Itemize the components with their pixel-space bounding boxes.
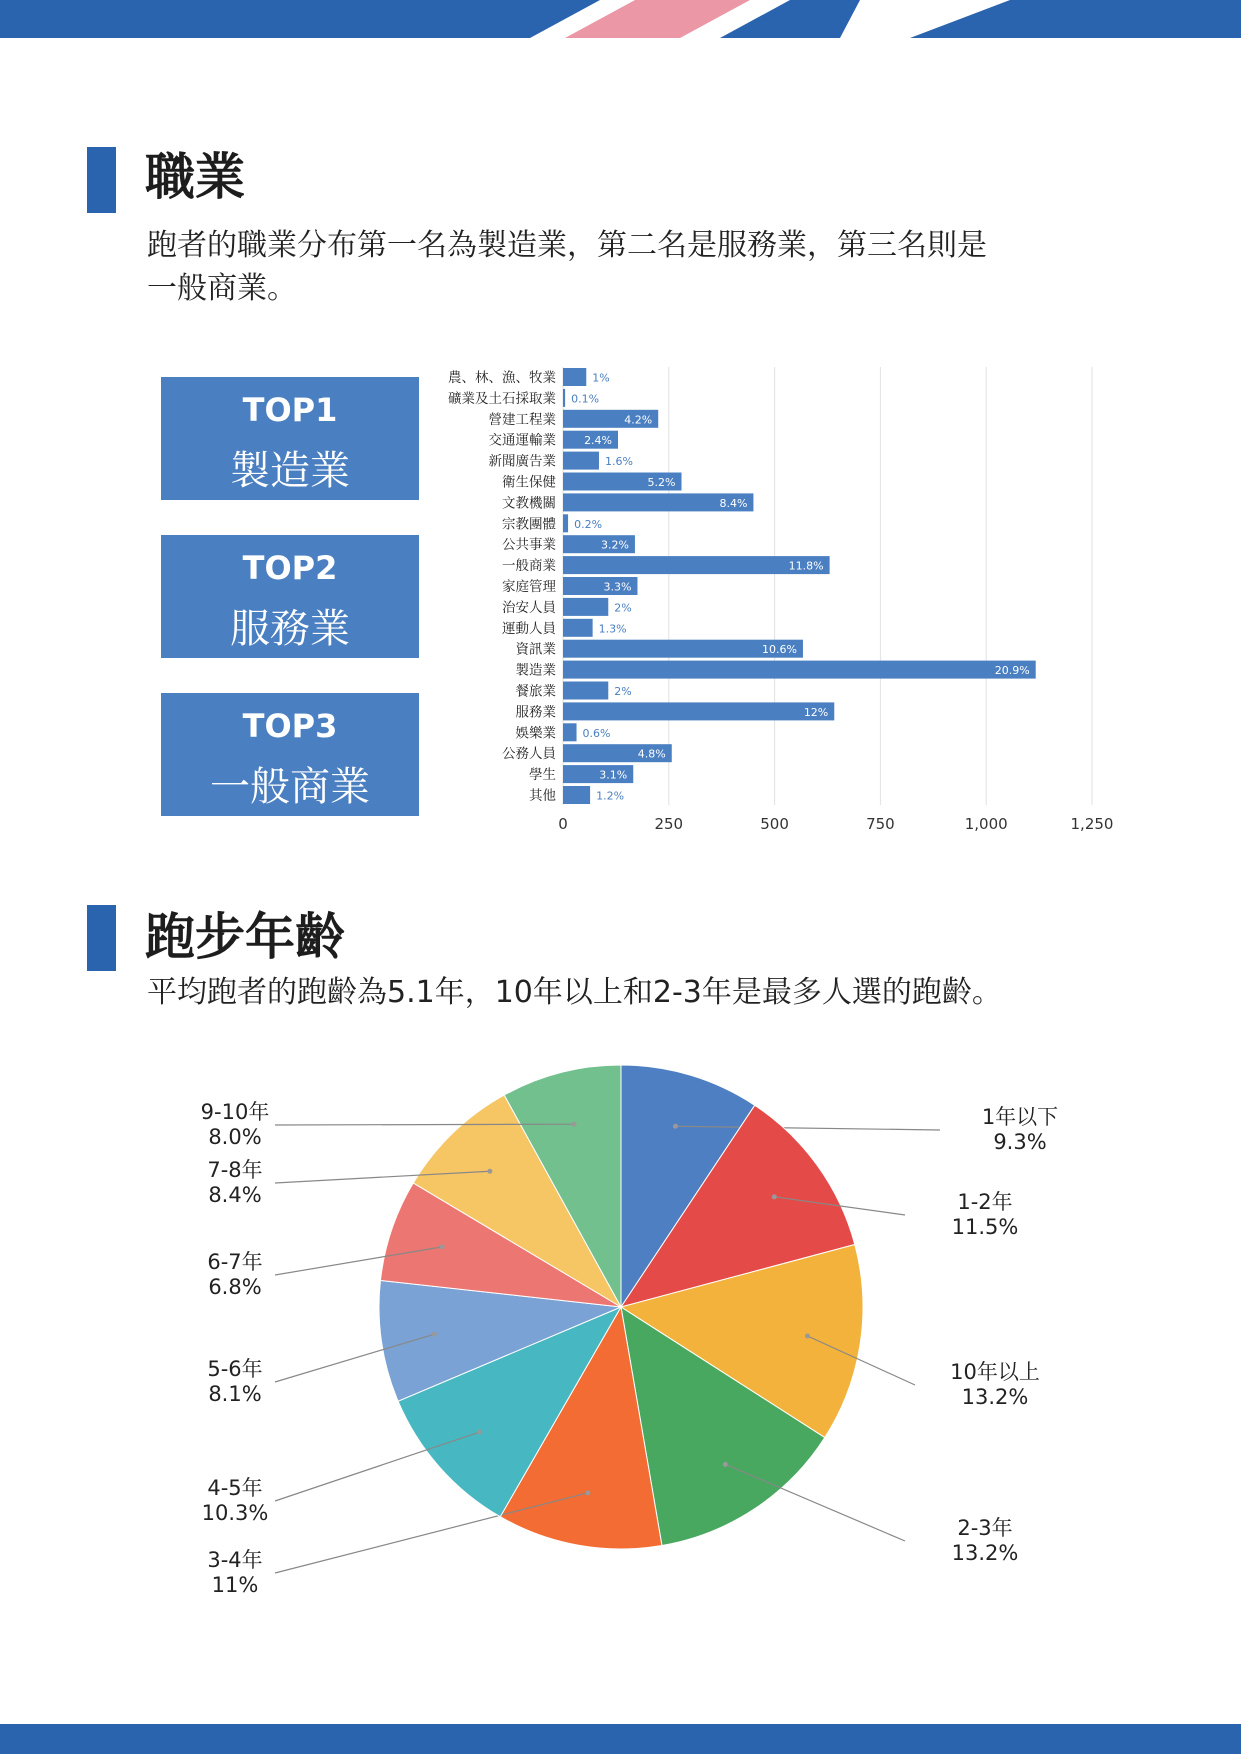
bar: [563, 702, 834, 720]
pie-label: 7-8年: [207, 1158, 263, 1182]
bar-data-label: 2.4%: [584, 434, 613, 448]
category-label: 公務人員: [502, 746, 556, 763]
top1-rank: TOP1: [242, 391, 338, 429]
pie-value-label: 9.3%: [993, 1130, 1047, 1154]
category-label: 營建工程業: [488, 411, 556, 428]
bar-data-label: 11.8%: [788, 559, 824, 573]
bar-data-label: 4.2%: [624, 413, 653, 427]
bar: [563, 389, 565, 407]
category-label: 交通運輸業: [488, 432, 556, 449]
bar-data-label: 1.2%: [596, 789, 625, 803]
running-age-title: 跑步年齡: [145, 908, 345, 966]
pie-value-label: 8.1%: [208, 1382, 262, 1406]
category-label: 服務業: [515, 704, 556, 721]
bar-data-label: 0.1%: [571, 392, 600, 406]
bar-data-label: 1.6%: [604, 455, 633, 469]
running-age-pie-chart: [0, 1040, 1241, 1600]
bar: [563, 452, 599, 470]
pie-leader-dot: [585, 1490, 590, 1495]
bar: [563, 723, 577, 741]
bar-data-label: 5.2%: [647, 476, 676, 489]
pie-value-label: 13.2%: [951, 1541, 1019, 1565]
category-label: 其他: [529, 788, 556, 804]
category-label: 礦業及土石採取業: [448, 390, 556, 407]
occupation-title: 職業: [145, 148, 245, 206]
pie-leader-dot: [440, 1244, 445, 1249]
pie-label: 6-7年: [207, 1250, 263, 1274]
category-label: 家庭管理: [502, 579, 556, 595]
running-age-section-marker: [87, 905, 116, 971]
pie-leader-dot: [805, 1334, 810, 1339]
category-label: 學生: [529, 767, 556, 784]
top1-name: 製造業: [230, 448, 350, 494]
occupation-description-line2: 一般商業。: [147, 271, 297, 306]
bar: [563, 682, 608, 700]
occupation-description-line1: 跑者的職業分布第一名為製造業，第二名是服務業，第三名則是: [147, 228, 987, 263]
top3-name: 一般商業: [210, 764, 370, 810]
bar-data-label: 3.3%: [603, 580, 632, 594]
pie-label: 3-4年: [207, 1548, 263, 1572]
pie-label: 1年以下: [981, 1105, 1059, 1129]
pie-leader-dot: [571, 1122, 576, 1127]
running-age-description: 平均跑者的跑齡為5.1年，10年以上和2-3年是最多人選的跑齡。: [147, 975, 1002, 1010]
top2-name: 服務業: [230, 606, 350, 652]
pie-value-label: 11.5%: [951, 1215, 1019, 1239]
category-label: 餐旅業: [515, 683, 556, 700]
category-label: 新聞廣告業: [488, 453, 556, 470]
pie-label: 10年以上: [950, 1360, 1040, 1384]
pie-leader-dot: [673, 1124, 678, 1129]
pie-value-label: 11%: [211, 1573, 259, 1597]
bar-data-label: 10.6%: [762, 643, 797, 657]
x-tick-label: 0: [558, 815, 568, 833]
pie-label: 9-10年: [200, 1100, 270, 1124]
bar-data-label: 8.4%: [719, 496, 748, 510]
pie-label: 1-2年: [957, 1190, 1013, 1214]
pie-value-label: 10.3%: [201, 1501, 269, 1525]
pie-leader-dot: [432, 1332, 437, 1337]
x-tick-label: 250: [654, 815, 684, 833]
pie-leader-dot: [477, 1430, 482, 1435]
category-label: 宗教團體: [502, 516, 556, 533]
category-label: 治安人員: [502, 599, 556, 616]
pie-label: 5-6年: [207, 1357, 263, 1381]
pie-leader-dot: [723, 1462, 728, 1467]
category-label: 運動人員: [502, 620, 556, 637]
category-label: 公共事業: [502, 537, 556, 554]
top2-rank: TOP2: [242, 549, 338, 587]
pie-value-label: 8.0%: [208, 1125, 262, 1149]
pie-value-label: 8.4%: [208, 1183, 262, 1207]
bar-data-label: 3.1%: [599, 768, 628, 782]
category-label: 娛樂業: [515, 725, 556, 742]
bar-data-label: 4.8%: [637, 747, 666, 761]
bar-data-label: 12%: [803, 705, 829, 719]
bar: [563, 598, 608, 616]
bar: [563, 661, 1036, 679]
pie-leader-dot: [487, 1169, 492, 1174]
pie-leader-dot: [772, 1194, 777, 1199]
pie-label: 2-3年: [957, 1516, 1013, 1540]
bar: [563, 368, 586, 386]
bar-data-label: 2%: [614, 685, 632, 698]
pie-value-label: 13.2%: [961, 1385, 1029, 1409]
x-tick-label: 1,000: [964, 815, 1008, 833]
bottom-decorative-bar: [0, 1724, 1241, 1754]
category-label: 製造業: [515, 662, 556, 679]
category-label: 資訊業: [515, 641, 556, 658]
pie-label: 4-5年: [207, 1476, 263, 1500]
bar-data-label: 1%: [592, 371, 610, 385]
bar: [563, 619, 593, 637]
bar-data-label: 3.2%: [600, 538, 629, 552]
bar-data-label: 20.9%: [994, 664, 1030, 678]
x-tick-label: 500: [760, 815, 789, 833]
bar: [563, 514, 568, 532]
bar: [563, 786, 590, 804]
bar-data-label: 2%: [614, 601, 632, 615]
pie-value-label: 6.8%: [208, 1275, 262, 1299]
category-label: 農、林、漁、牧業: [448, 370, 556, 386]
x-tick-label: 1,250: [1070, 815, 1114, 833]
pie-leader-line: [275, 1124, 574, 1125]
top3-rank: TOP3: [242, 707, 338, 745]
category-label: 文教機關: [502, 495, 556, 512]
category-label: 一般商業: [502, 558, 556, 575]
category-label: 衛生保健: [502, 474, 556, 491]
x-tick-label: 750: [866, 815, 895, 833]
bar-data-label: 0.6%: [582, 726, 611, 740]
bar-data-label: 1.3%: [598, 622, 627, 636]
bar-data-label: 0.2%: [574, 517, 603, 531]
